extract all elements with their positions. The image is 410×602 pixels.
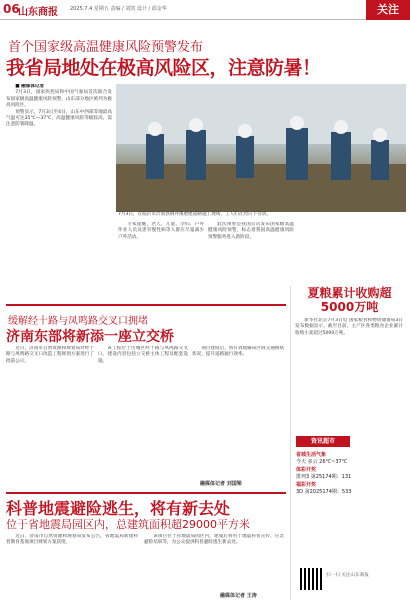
story2-paragraph: 近日，济南市自然资源和规划局对经十路与凤鸣路交叉口改造工程规划方案进行了批前公示。 — [6, 346, 94, 364]
story1-paragraph: 预警显示，7月3日至4日，山东中西部等地最高气温可达35℃—37℃，高温健康风险等级较高，需注意防暑降温。 — [6, 109, 112, 128]
news-photo — [116, 84, 406, 212]
construction-workers-illustration — [116, 84, 406, 212]
story3-subhead: 位于省地震局园区内，总建筑面积超29000平方米 — [6, 518, 250, 531]
info-list — [296, 450, 404, 496]
story3-headline: 科普地震避险逃生，将有新去处 — [6, 499, 231, 518]
paper-name: 山东商报 — [18, 7, 58, 18]
story1-body-col2 — [118, 222, 204, 292]
page-number: 06 — [3, 2, 20, 16]
photo-caption: 7月3日，在临沂市沂南县钢井镇重建道路施工现场，工人们在烈日下劳动。 — [118, 212, 271, 217]
info-value: 排列3 第25174期：131 — [296, 473, 352, 480]
story1-headline: 我省局地处在极高风险区，注意防暑！ — [6, 57, 321, 79]
story1-paragraph: 专家提醒，老人、儿童、孕妇、户外作业人员及患有慢性病等人群应尽量减少户外活动。 — [118, 222, 204, 240]
story1-paragraph: 7月3日，国家疾控局和中国气象局首次联合发布国家级高温健康风险预警，山东部分地区被列为极高风险区。 — [6, 90, 112, 109]
qr-code[interactable] — [300, 568, 322, 590]
story1-lead: ■ 融媒体记者 — [15, 84, 45, 89]
info-label: 体彩开奖 — [296, 467, 317, 474]
story2-kicker: 缓解经十路与凤鸣路交叉口拥堵 — [8, 316, 148, 327]
story3-body-col2 — [144, 534, 284, 590]
story3-paragraph: 该项目位于省地震局园区内，建成后将用于地震科普宣传、应急避险培训等，为公众提供科普避险逃生新去处。 — [144, 534, 284, 546]
story3-body — [6, 534, 138, 598]
info-value: 今天 多云 26℃~37℃ — [296, 458, 348, 465]
story3-paragraph: 近日，济南市自然资源和规划局发布公告，省地震局新建科普教育基地项目规划方案获批。 — [6, 534, 138, 546]
story2-paragraph: 该工程位于历城区经十路与凤鸣路交叉口，建设内容包括立交桥主体工程及配套设施。 — [98, 346, 188, 364]
section-divider — [6, 492, 286, 494]
story1-body-col3 — [208, 222, 294, 292]
info-label: 福彩开奖 — [296, 482, 317, 489]
story1-kicker: 首个国家级高温健康风险预警发布 — [8, 40, 204, 55]
sidebar-body — [295, 318, 403, 448]
story2-body-col2 — [98, 346, 188, 486]
section-divider — [6, 304, 286, 306]
masthead — [0, 0, 410, 20]
info-label: 省城生活气象 — [296, 452, 327, 458]
issue-meta: 2025.7.4 星期五 责编 / 刘凯 设计 / 邱金华 — [70, 6, 167, 12]
story2-body-col3 — [192, 346, 284, 476]
story1-body — [6, 84, 112, 294]
story2-byline: 融媒体记者 刘国梁 — [200, 481, 242, 487]
info-value: 3D 第2025174期：533 — [296, 488, 352, 495]
story2-paragraph: 项目建成后，将有效缓解该区域交通拥堵状况，提升道路通行效率。 — [192, 346, 284, 358]
story2-headline: 济南东部将新添一座立交桥 — [6, 329, 174, 345]
story2-body — [6, 346, 94, 486]
story1-paragraph: 此次预警是我国首次发布国家级高温健康风险预警，标志着我国高温健康风险预警服务进入新阶段。 — [208, 222, 294, 240]
section-label: 关注 — [366, 0, 410, 20]
story3-byline: 融媒体记者 王涛 — [220, 593, 257, 599]
qr-label: 扫一扫 关注山东商报 — [326, 573, 369, 578]
sidebar-paragraph: 新华社北京7月3日电 国家粮食和物资储备局3日发布数据显示，截至目前，主产区各类粮食企业累计收购小麦超过5000万吨。 — [295, 318, 403, 336]
info-section-title: 资讯超市 — [296, 436, 350, 447]
sidebar-title: 夏粮累计收购超5000万吨 — [307, 286, 392, 314]
